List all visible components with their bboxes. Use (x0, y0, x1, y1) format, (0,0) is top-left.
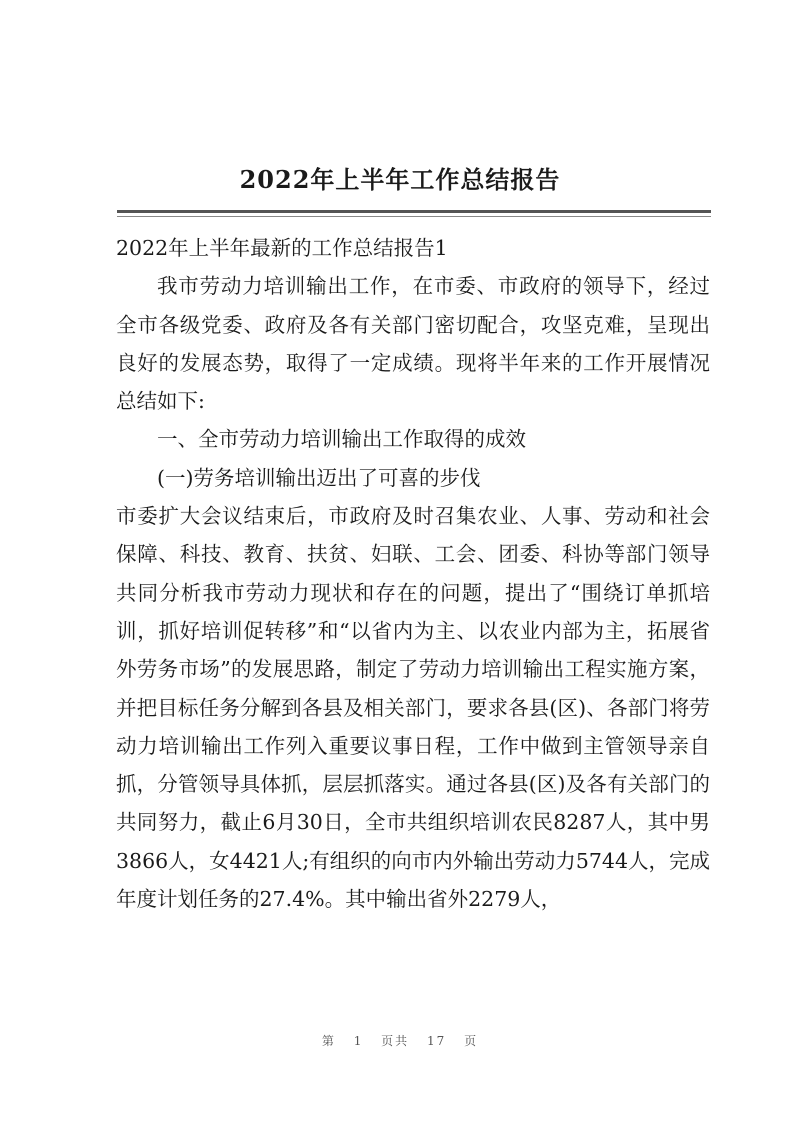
section-heading: 一、全市劳动力培训输出工作取得的成效 (157, 427, 526, 452)
footer-page-prefix: 第 (321, 1034, 336, 1048)
paragraph-intro: 我市劳动力培训输出工作，在市委、市政府的领导下，经过全市各级党委、政府及各有关部门密切配合，攻坚克难，呈现出良好的发展态势，取得了一定成绩。现将半年来的工作开展情况总结如下: (116, 274, 710, 414)
document-title: 2022年上半年工作总结报告 (239, 165, 561, 194)
paragraph-body: 市委扩大会议结束后，市政府及时召集农业、人事、劳动和社会保障、科技、教育、扶贫、妇联、工会、团委、科协等部门领导共同分析我市劳动力现状和存在的问题，提出了“围绕订单抓培训，抓好培训促转移”和“以省内为主、以农业内部为主，拓展省外劳务市场”的发展思路，制定了劳动力培训输出工程实施方案，并把目标任务分解到各县及相关部门，要求各县(区)、各部门将劳动力培训输出工作列入重要议事日程，工作中做到主管领导亲自抓，分管领导具体抓，层层抓落实。通过各县(区)及各有关部门的共同努力，截止6月30日，全市共组织培训农民8287人，其中男3866人，女4421人;有组织的向市内外输出劳动力5744人，完成年度计划任务的27.4%。其中输出省外2279人， (116, 504, 710, 912)
footer-page-middle: 页共 (381, 1034, 410, 1048)
section-subtitle: 2022年上半年最新的工作总结报告1 (116, 236, 448, 260)
page-footer (0, 1032, 800, 1049)
footer-page-total: 17 (427, 1034, 447, 1048)
subsection-heading: (一)劳务培训输出迈出了可喜的步伐 (157, 465, 481, 490)
footer-page-number: 1 (353, 1034, 364, 1048)
title-divider (117, 210, 711, 213)
title-divider-thin (117, 216, 711, 217)
footer-page-suffix: 页 (464, 1034, 479, 1048)
document-body (116, 229, 710, 918)
